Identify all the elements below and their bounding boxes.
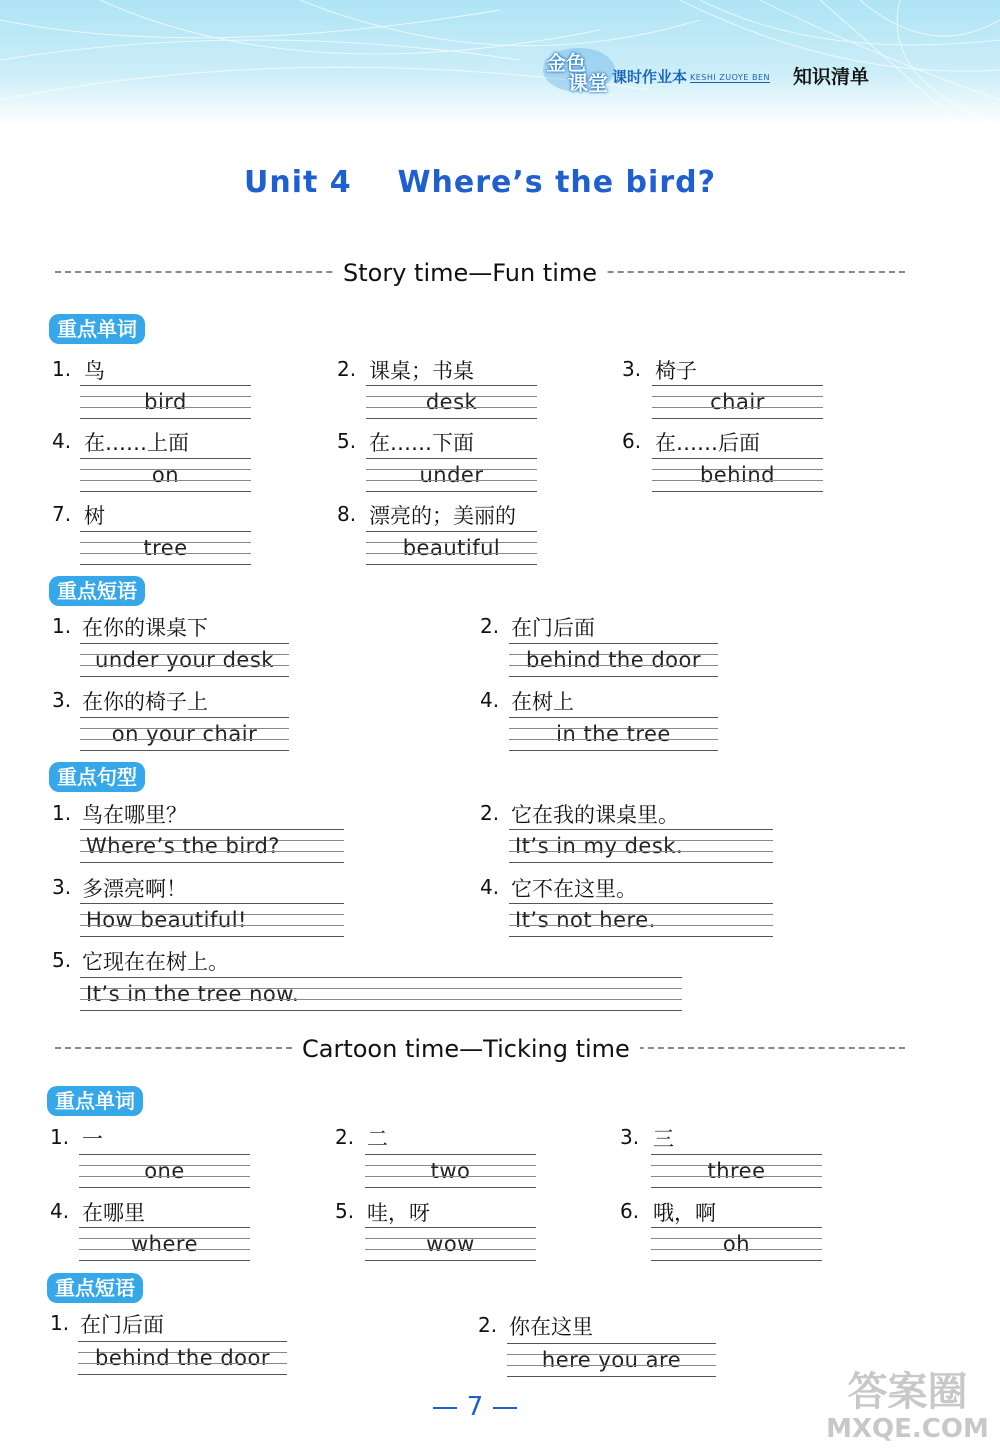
item-chinese: 二 <box>367 1127 388 1151</box>
item-chinese: 在树上 <box>511 690 574 714</box>
item-number: 1. <box>52 801 72 825</box>
item-chinese: 树 <box>84 504 105 528</box>
logo-line1: 金色 <box>546 51 586 75</box>
answer-lines <box>509 903 773 937</box>
item-english: wow <box>426 1232 475 1256</box>
item-number: 6. <box>622 429 642 453</box>
item-chinese: 在……下面 <box>369 431 474 455</box>
item-english: under <box>419 463 484 487</box>
item-english: here you are <box>541 1348 682 1372</box>
item-chinese: 它不在这里。 <box>511 877 637 901</box>
item-english: desk <box>425 390 478 414</box>
item-chinese: 在……上面 <box>84 431 189 455</box>
item-english: tree <box>143 536 188 560</box>
item-chinese: 三 <box>653 1127 674 1151</box>
book-subtitle: 课时作业本 <box>612 68 688 86</box>
item-chinese: 哇，呀 <box>367 1201 430 1225</box>
item-number: 5. <box>335 1199 355 1223</box>
item-english: one <box>144 1159 185 1183</box>
item-number: 6. <box>620 1199 640 1223</box>
watermark <box>820 1370 995 1450</box>
unit-title: Unit 4 Where’s the bird? <box>244 165 716 200</box>
item-number: 3. <box>620 1125 640 1149</box>
item-number: 7. <box>52 502 72 526</box>
item-number: 4. <box>52 429 72 453</box>
item-chinese: 在门后面 <box>80 1313 164 1337</box>
item-chinese: 哦，啊 <box>653 1201 716 1225</box>
item-english: under your desk <box>95 648 274 672</box>
answer-lines <box>509 717 718 751</box>
item-english: oh <box>722 1232 751 1256</box>
answer-lines <box>80 385 251 419</box>
answer-lines <box>80 458 251 492</box>
item-chinese: 在你的课桌下 <box>82 616 208 640</box>
item-english: on <box>151 463 180 487</box>
item-number: 3. <box>52 688 72 712</box>
item-chinese: 在你的椅子上 <box>82 690 208 714</box>
answer-lines <box>366 531 537 565</box>
item-chinese: 在门后面 <box>511 616 595 640</box>
answer-lines <box>651 1227 822 1261</box>
answer-lines <box>366 385 537 419</box>
page-number: 7 <box>420 1392 530 1422</box>
item-number: 3. <box>52 875 72 899</box>
item-number: 3. <box>622 357 642 381</box>
answer-lines <box>366 458 537 492</box>
item-number: 2. <box>337 357 357 381</box>
item-chinese: 鸟在哪里？ <box>82 803 187 827</box>
item-number: 2. <box>335 1125 355 1149</box>
answer-lines <box>80 977 682 1011</box>
item-number: 5. <box>337 429 357 453</box>
item-english: behind <box>699 463 776 487</box>
item-number: 4. <box>480 688 500 712</box>
item-english: It’s not here. <box>515 908 656 932</box>
answer-lines <box>652 458 823 492</box>
page-header <box>0 0 1000 125</box>
item-english: in the tree <box>556 722 671 746</box>
section-title: Cartoon time—Ticking time <box>292 1035 640 1063</box>
item-english: beautiful <box>402 536 501 560</box>
watermark-line1: 答案圈 <box>847 1369 968 1415</box>
tag-key-words: 重点单词 <box>49 314 145 344</box>
item-number: 4. <box>50 1199 70 1223</box>
item-number: 2. <box>480 801 500 825</box>
section-title: Story time—Fun time <box>333 259 607 287</box>
item-number: 4. <box>480 875 500 899</box>
item-english: It’s in the tree now. <box>86 982 300 1006</box>
item-chinese: 多漂亮啊！ <box>82 877 187 901</box>
answer-lines <box>79 1227 250 1261</box>
answer-lines <box>80 903 344 937</box>
item-number: 5. <box>52 948 72 972</box>
item-chinese: 鸟 <box>84 359 105 383</box>
section-name: 知识清单 <box>793 66 870 88</box>
watermark-line2: MXQE.COM <box>826 1414 989 1444</box>
answer-lines <box>365 1154 536 1188</box>
item-number: 1. <box>52 357 72 381</box>
item-chinese: 椅子 <box>655 359 697 383</box>
item-chinese: 一 <box>82 1127 103 1151</box>
item-english: where <box>131 1232 198 1256</box>
answer-lines <box>509 643 718 677</box>
item-english: behind the door <box>525 648 701 672</box>
item-chinese: 它现在在树上。 <box>82 950 229 974</box>
item-number: 1. <box>52 614 72 638</box>
answer-lines <box>80 829 344 863</box>
item-english: two <box>430 1159 471 1183</box>
answer-lines <box>80 531 251 565</box>
item-english: behind the door <box>94 1346 270 1370</box>
item-english: chair <box>710 390 765 414</box>
item-chinese: 漂亮的；美丽的 <box>369 504 516 528</box>
item-english: How beautiful! <box>86 908 247 932</box>
item-chinese: 课桌；书桌 <box>369 359 474 383</box>
item-english: It’s in my desk. <box>515 834 684 858</box>
answer-lines <box>79 1154 250 1188</box>
item-chinese: 在……后面 <box>655 431 760 455</box>
item-english: bird <box>144 390 187 414</box>
answer-lines <box>78 1341 287 1375</box>
answer-lines <box>507 1343 716 1377</box>
item-number: 2. <box>478 1313 498 1337</box>
answer-lines <box>509 829 773 863</box>
answer-lines <box>651 1154 822 1188</box>
book-pinyin: KESHI ZUOYE BEN <box>690 73 771 82</box>
item-number: 2. <box>480 614 500 638</box>
answer-lines <box>80 717 289 751</box>
item-english: Where’s the bird? <box>86 834 280 858</box>
answer-lines <box>652 385 823 419</box>
item-chinese: 你在这里 <box>509 1315 593 1339</box>
item-number: 1. <box>50 1125 70 1149</box>
tag-key-phrases: 重点短语 <box>49 576 145 606</box>
answer-lines <box>80 643 289 677</box>
item-english: on your chair <box>111 722 258 746</box>
tag-key-words: 重点单词 <box>47 1086 143 1116</box>
tag-key-phrases: 重点短语 <box>47 1273 143 1303</box>
tag-key-sentences: 重点句型 <box>49 762 145 792</box>
logo-line2: 课堂 <box>568 71 608 95</box>
item-english: three <box>707 1159 766 1183</box>
item-chinese: 在哪里 <box>82 1201 145 1225</box>
answer-lines <box>365 1227 536 1261</box>
item-chinese: 它在我的课桌里。 <box>511 803 679 827</box>
item-number: 1. <box>50 1311 70 1335</box>
item-number: 8. <box>337 502 357 526</box>
